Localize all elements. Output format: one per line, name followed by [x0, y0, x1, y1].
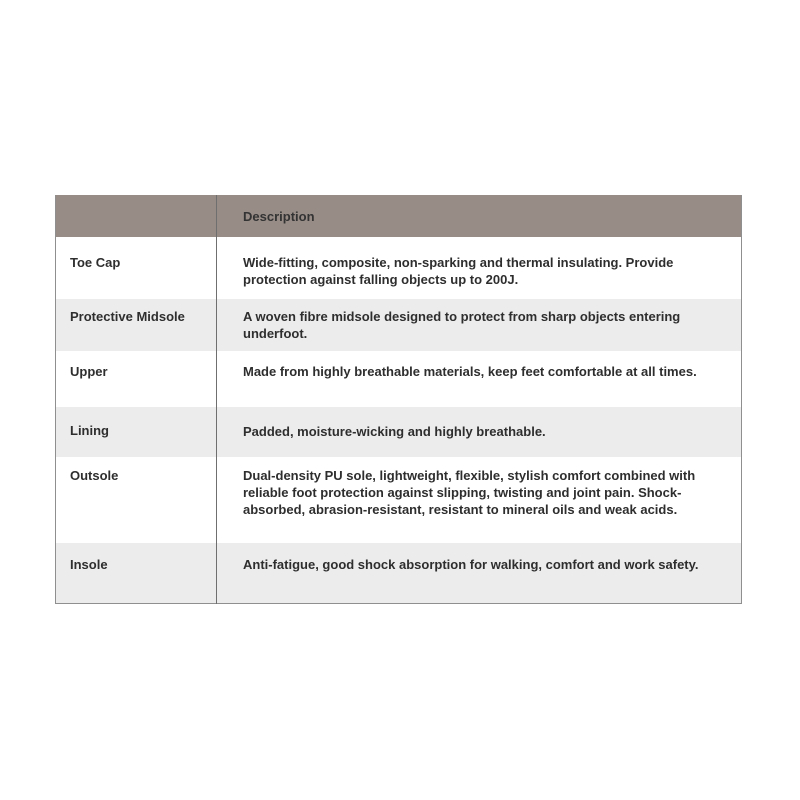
table-row-toe-cap [56, 237, 742, 299]
row-description: Wide-fitting, composite, non-sparking and thermal insulating. Provide protection against falling objects up to 200J. [243, 255, 674, 287]
table-row-protective-midsole [56, 299, 742, 351]
row-label: Outsole [56, 457, 217, 543]
row-description: Padded, moisture-wicking and highly breathable. [243, 424, 546, 439]
row-description: A woven fibre midsole designed to protect from sharp objects entering underfoot. [243, 309, 681, 341]
row-label: Upper [56, 351, 217, 407]
table-row-lining [56, 407, 742, 457]
table-header-row [56, 195, 742, 237]
table-row-outsole [56, 457, 742, 543]
row-label: Lining [56, 407, 217, 457]
row-description: Anti-fatigue, good shock absorption for walking, comfort and work safety. [243, 557, 699, 572]
row-label: Protective Midsole [56, 299, 217, 351]
row-label: Insole [56, 543, 217, 603]
table-row-upper [56, 351, 742, 407]
row-description: Made from highly breathable materials, keep feet comfortable at all times. [243, 364, 697, 379]
header-cell-description: Description [243, 208, 315, 224]
table-row-insole [56, 543, 742, 603]
spec-table [55, 195, 742, 604]
row-label: Toe Cap [56, 237, 217, 299]
row-description: Dual-density PU sole, lightweight, flexible, stylish comfort combined with reliable foot protection against slipping, twisting and joint pain. Shock-absorbed, abrasion-resistant, resistant to mineral oils and weak acids. [243, 468, 696, 517]
header-cell-feature [56, 195, 217, 237]
